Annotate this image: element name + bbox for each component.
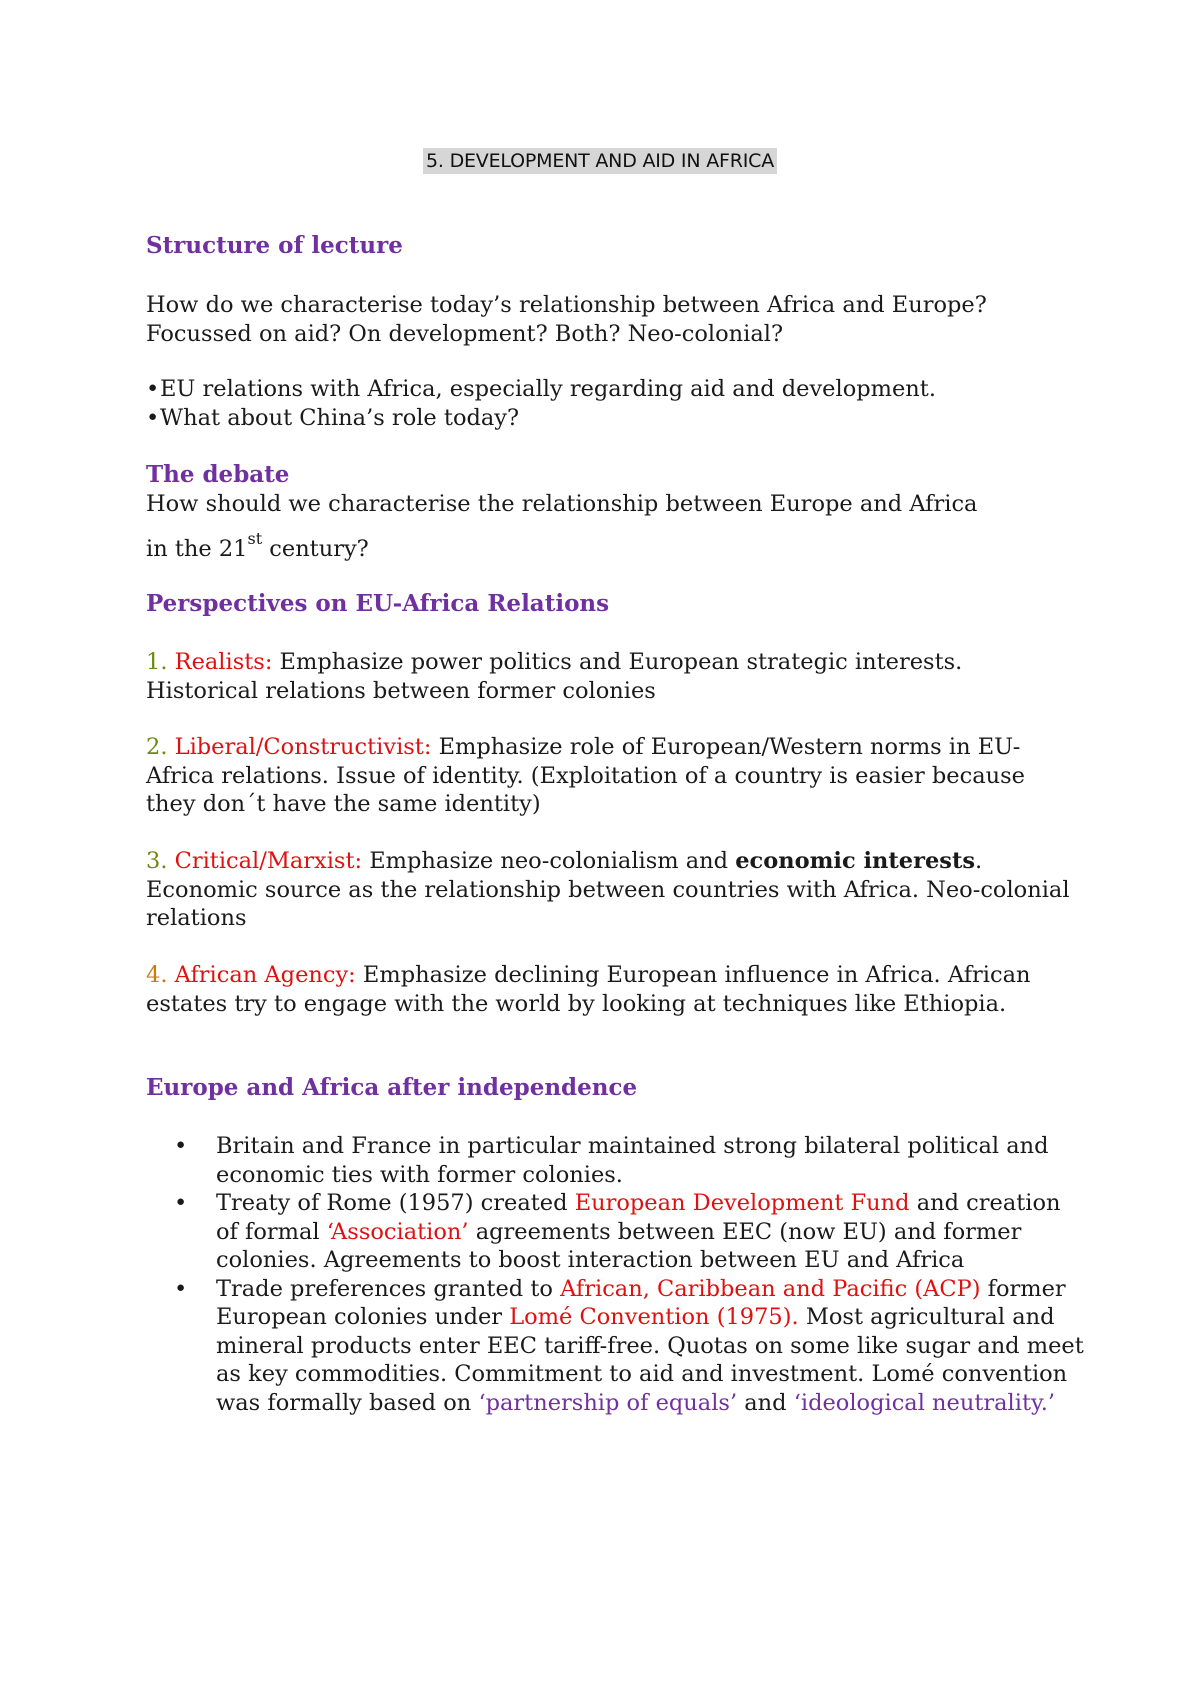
bullet-icon: •	[174, 1133, 188, 1159]
structure-paragraph	[146, 291, 1076, 348]
list-item	[146, 375, 1076, 404]
debate-line-1: How should we characterise the relationship between Europe and Africa	[146, 491, 978, 517]
bullet-icon: •	[174, 1275, 188, 1302]
text-run: Trade preferences granted to	[216, 1275, 561, 1302]
bullet-text: Britain and France in particular maintained strong bilateral political and economic ties with former colonies.	[216, 1133, 1049, 1188]
item-label: Realists:	[174, 649, 273, 675]
text-run: and creation of formal	[216, 1190, 1061, 1245]
debate-text: in the 21	[146, 535, 248, 562]
bullet-icon: •	[174, 1190, 188, 1216]
highlight-text: African, Caribbean and Pacific (ACP)	[560, 1275, 981, 1302]
perspective-african-agency	[146, 961, 1076, 1018]
bullet-icon: •	[146, 376, 160, 402]
item-number: 3.	[146, 848, 175, 874]
bullet-text: What about China’s role today?	[160, 404, 520, 431]
document-title: 5. DEVELOPMENT AND AID IN AFRICA	[423, 148, 777, 174]
item-number: 4.	[146, 962, 175, 988]
item-text: Emphasize neo-colonialism and	[362, 848, 736, 874]
item-text: Emphasize role of European/Western norms in EU-Africa relations. Issue of identity. (Exploitation of a country is easier because they don´t have the same identity)	[146, 734, 1025, 817]
text-run: agreements between EEC (now EU) and former colonies. Agreements to boost interaction between EU and Africa	[216, 1218, 1022, 1273]
perspective-realists	[146, 648, 1076, 705]
bullet-text	[216, 1275, 1084, 1418]
item-label: Critical/Marxist:	[174, 848, 363, 874]
highlight-text: ‘ideological neutrality.’	[793, 1389, 1056, 1416]
list-item	[174, 1189, 1084, 1275]
structure-bullets	[146, 375, 1076, 432]
debate-line-2	[146, 528, 1076, 564]
heading-structure: Structure of lecture	[146, 232, 403, 259]
item-bold-text: economic interests	[735, 848, 976, 874]
perspective-critical	[146, 847, 1076, 933]
item-text: . Economic source as the relationship between countries with Africa. Neo-colonial relations	[146, 848, 1070, 931]
highlight-text: Lomé Convention (1975).	[509, 1304, 799, 1330]
text-run: former European colonies under	[216, 1275, 1066, 1330]
list-item	[174, 1132, 1084, 1189]
text-run: and	[737, 1389, 794, 1416]
debate-text: century?	[262, 535, 369, 562]
highlight-text: European Development Fund	[574, 1190, 910, 1216]
perspective-liberal	[146, 733, 1076, 819]
bullet-text	[216, 1189, 1084, 1275]
item-number: 2.	[146, 734, 175, 760]
list-item	[146, 404, 1076, 433]
heading-perspectives: Perspectives on EU-Africa Relations	[146, 590, 610, 617]
text-run: Treaty of Rome (1957) created	[216, 1190, 575, 1216]
structure-line-1: How do we characterise today’s relationship between Africa and Europe?	[146, 292, 987, 318]
highlight-text: ‘partnership of equals’	[478, 1389, 738, 1416]
bullet-icon: •	[146, 404, 160, 431]
item-text: Emphasize declining European influence in Africa. African estates try to engage with the world by looking at techniques like Ethiopia.	[146, 962, 1031, 1017]
item-number: 1.	[146, 649, 175, 675]
text-run: Most agricultural and mineral products enter EEC tariff-free. Quotas on some like sugar and meet as key commodities. Commitment to aid and investment. Lomé convention was formally based on	[216, 1304, 1084, 1416]
item-label: Liberal/Constructivist:	[174, 734, 432, 760]
item-label: African Agency:	[174, 962, 356, 988]
structure-line-2: Focussed on aid? On development? Both? Neo-colonial?	[146, 320, 784, 347]
list-item	[174, 1275, 1084, 1418]
debate-paragraph	[146, 490, 1076, 563]
bullet-text: EU relations with Africa, especially regarding aid and development.	[160, 376, 936, 402]
superscript: st	[247, 528, 263, 548]
highlight-text: ‘Association’	[326, 1218, 469, 1245]
heading-independence: Europe and Africa after independence	[146, 1074, 638, 1101]
independence-list	[174, 1132, 1084, 1417]
heading-debate: The debate	[146, 461, 290, 488]
item-text: Emphasize power politics and European strategic interests. Historical relations between former colonies	[146, 649, 963, 704]
